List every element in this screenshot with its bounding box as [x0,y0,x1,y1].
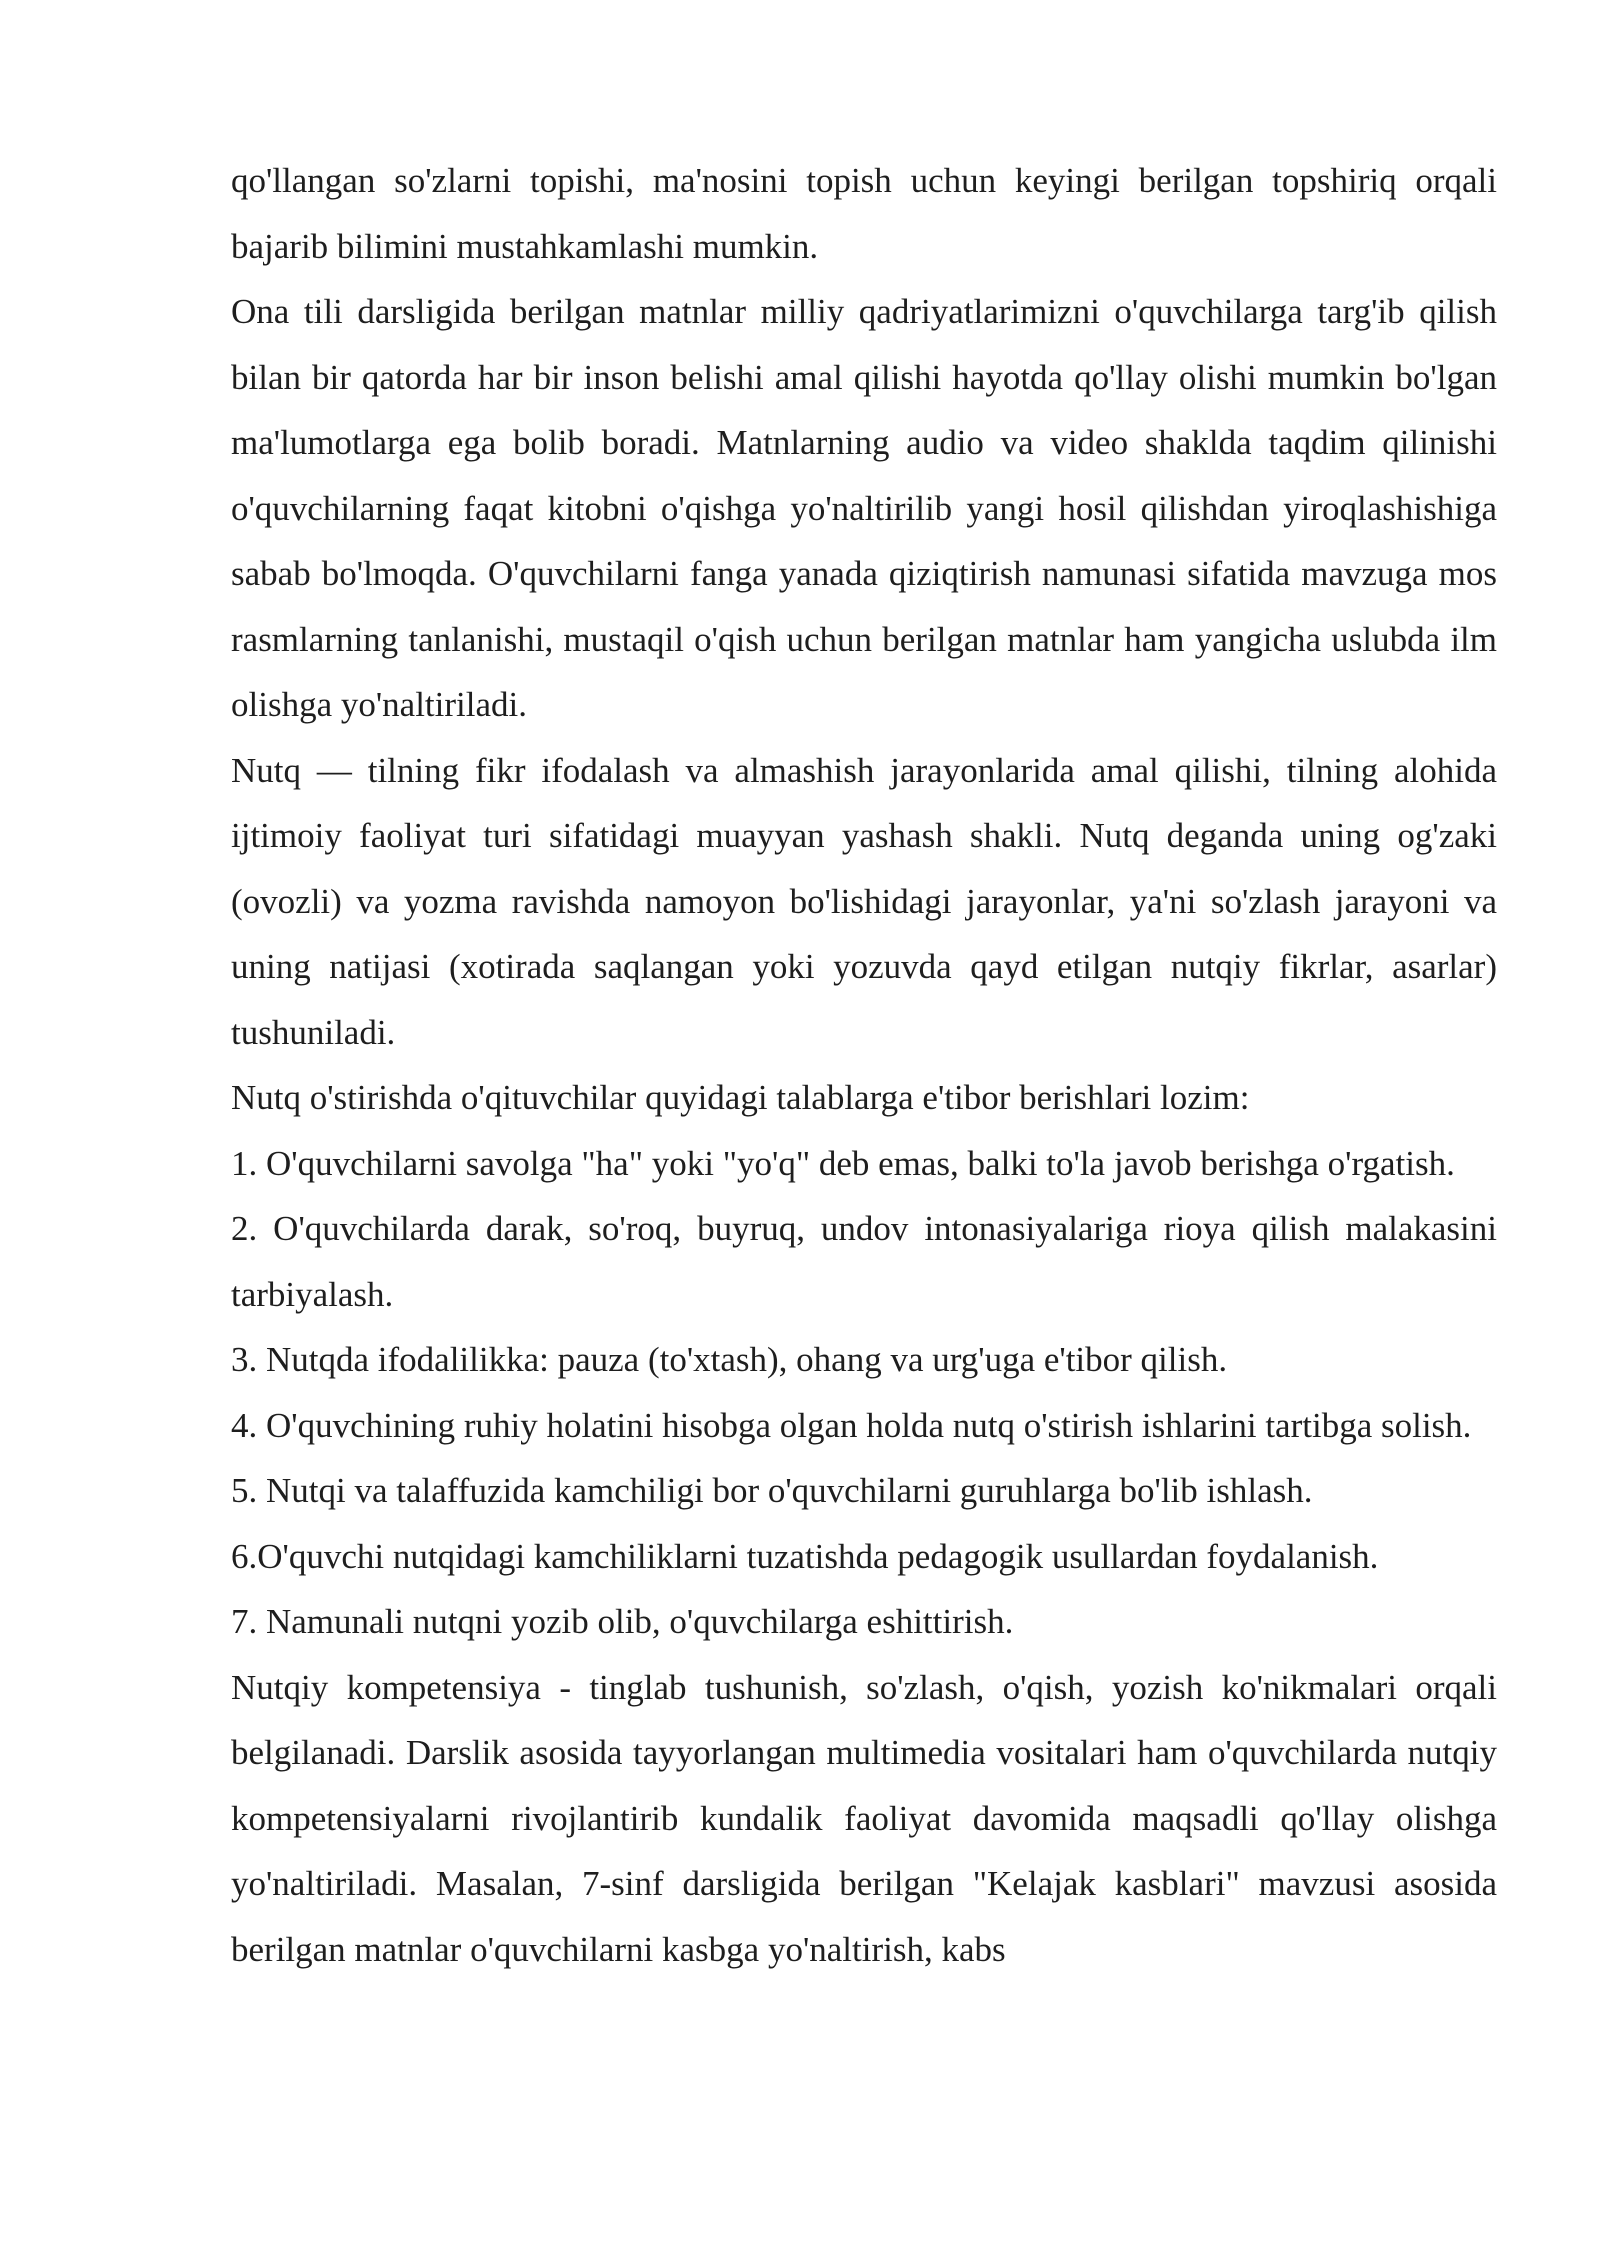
list-item-2: 2. O'quvchilarda darak, so'roq, buyruq, undov intonasiyalariga rioya qilish malakasini tarbiyalash. [231,1209,1497,1314]
list-item-5: 5. Nutqi va talaffuzida kamchiligi bor o'quvchilarni guruhlarga bo'lib ishlash. [231,1471,1313,1510]
list-item-7: 7. Namunali nutqni yozib olib, o'quvchilarga eshittirish. [231,1602,1014,1641]
paragraph-speech-definition: Nutq — tilning fikr ifodalash va almashish jarayonlarida amal qilishi, tilning alohida ijtimoiy faoliyat turi sifatidagi muayyan yashash shakli. Nutq deganda uning og'zaki (ovozli) va yozma ravishda namoyon bo'lishidagi jarayonlar, ya'ni so'zlash jarayoni va uning natijasi (xotirada saqlangan yoki yozuvda qayd etilgan nutqiy fikrlar, asarlar) tushuniladi. [231,750,1497,1052]
list-item-3: 3. Nutqda ifodalilikka: pauza (to'xtash), ohang va urg'uga e'tibor qilish. [231,1340,1228,1379]
paragraph-textbook-texts: Ona tili darsligida berilgan matnlar milliy qadriyatlarimizni o'quvchilarga targ'ib qilish bilan bir qatorda har bir inson belishi amal qilishi hayotda qo'llay olishi mumkin bo'lgan ma'lumotlarga ega bolib boradi. Matnlarning audio va video shaklda taqdim qilinishi o'quvchilarning faqat kitobni o'qishga yo'naltirilib yangi hosil qilishdan yiroqlashishiga sabab bo'lmoqda. O'quvchilarni fanga yanada qiziqtirish namunasi sifatida mavzuga mos rasmlarning tanlanishi, mustaqil o'qish uchun berilgan matnlar ham yangicha uslubda ilm olishga yo'naltiriladi. [231,292,1497,724]
paragraph-speech-competence: Nutqiy kompetensiya - tinglab tushunish, so'zlash, o'qish, yozish ko'nikmalari orqali belgilanadi. Darslik asosida tayyorlangan multimedia vositalari ham o'quvchilarda nutqiy kompetensiyalarni rivojlantirib kundalik faoliyat davomida maqsadli qo'llay olishga yo'naltiriladi. Masalan, 7-sinf darsligida berilgan "Kelajak kasblari" mavzusi asosida berilgan matnlar o'quvchilarni kasbga yo'naltirish, kabs [231,1667,1497,1969]
list-item-6: 6.O'quvchi nutqidagi kamchiliklarni tuzatishda pedagogik usullardan foydalanish. [231,1536,1379,1576]
list-item-4: 4. O'quvchining ruhiy holatini hisobga olgan holda nutq o'stirish ishlarini tartibga solish. [231,1405,1472,1445]
paragraph-requirements-intro: Nutq o'stirishda o'qituvchilar quyidagi talablarga e'tibor berishlari lozim: [231,1078,1250,1117]
paragraph-continuation: qo'llangan so'zlarni topishi, ma'nosini topish uchun keyingi berilgan topshiriq orqali bajarib bilimini mustahkamlashi mumkin. [231,161,1497,266]
document-page [231,148,1497,1982]
list-item-1: 1. O'quvchilarni savolga "ha" yoki "yo'q" deb emas, balki to'la javob berishga o'rgatish. [231,1143,1455,1183]
